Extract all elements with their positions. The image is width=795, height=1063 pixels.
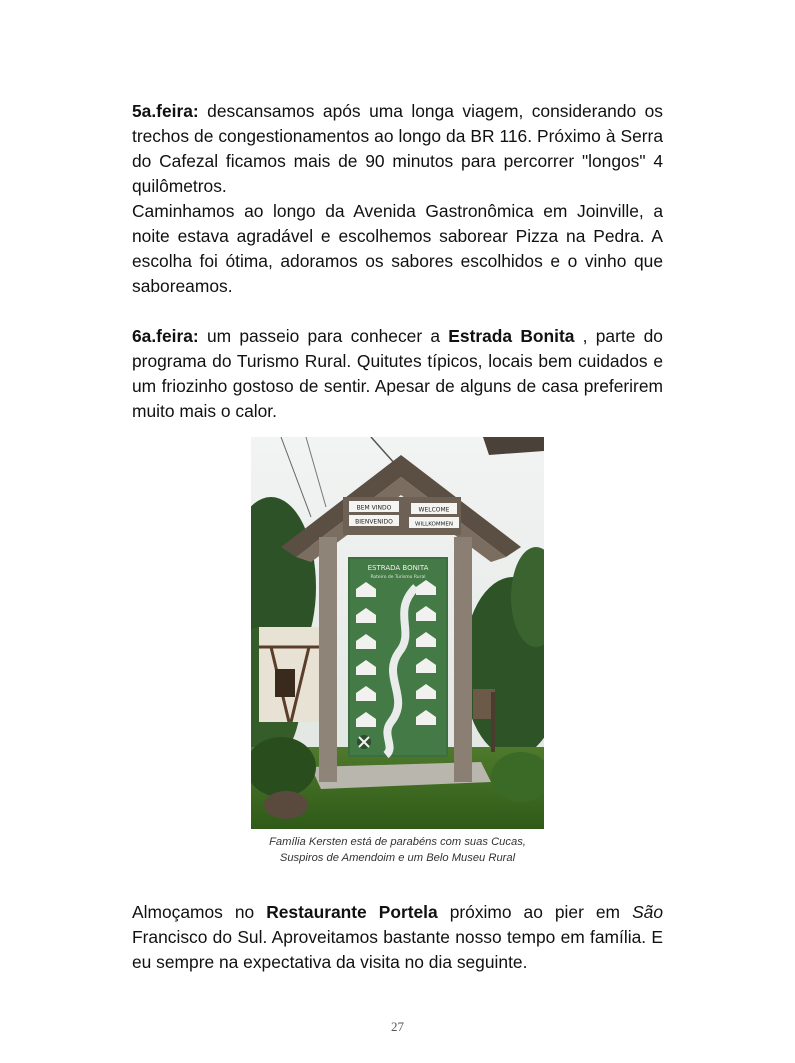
sao-italic: São [632, 902, 664, 922]
plaque-welcome: WELCOME [418, 506, 450, 514]
day-label-thursday: 5a.feira: [132, 101, 199, 121]
restaurant-name: Restaurante Portela [266, 902, 438, 922]
paragraph-lunch-text-c: Francisco do Sul. Aproveitamos bastante nosso tempo em família. E eu sempre na expectativa da visita no dia seguinte. [132, 927, 663, 972]
plaque-bienvenido: BIENVENIDO [355, 518, 393, 526]
sign-subtitle: Roteiro de Turismo Rural [370, 575, 426, 580]
paragraph-lunch-text-b: próximo ao pier em [437, 902, 633, 922]
paragraph-joinville-text: Caminhamos ao longo da Avenida Gastronômica em Joinville, a noite estava agradável e escolhemos saborear Pizza na Pedra. A escolha foi ótima, adoramos os sabores escolhidos e o vinho que saboreamos. [132, 201, 663, 296]
paragraph-friday-text-a: um passeio para conhecer a [198, 326, 449, 346]
caption-line-1: Família Kersten está de parabéns com suas Cucas, [269, 836, 526, 848]
estrada-bonita-photo [251, 437, 544, 829]
plaque-willkommen: WILLKOMMEN [415, 521, 453, 528]
paragraph-thursday-text: descansamos após uma longa viagem, considerando os trechos de congestionamentos ao longo da BR 116. Próximo à Serra do Cafezal ficamos mais de 90 minutos para percorrer "longos" 4 quilômetros. [132, 101, 663, 196]
paragraph-joinville [132, 199, 663, 299]
caption-line-2: Suspiros de Amendoim e um Belo Museu Rural [279, 852, 516, 864]
paragraph-lunch-text-a: Almoçamos no [132, 902, 267, 922]
estrada-bonita-label: Estrada Bonita [448, 326, 575, 346]
paragraph-thursday [132, 99, 663, 199]
paragraph-friday-text-b: , parte do programa do Turismo Rural. Quitutes típicos, locais bem cuidados e um friozinho gostoso de sentir. Apesar de alguns de casa preferirem muito mais o calor. [132, 326, 663, 421]
page-number: 27 [391, 1019, 404, 1034]
paragraph-friday [132, 324, 663, 424]
sign-title: ESTRADA BONITA [367, 564, 429, 572]
day-label-friday: 6a.feira: [132, 326, 199, 346]
photo-caption [230, 834, 565, 866]
plaque-bem-vindo: BEM VINDO [356, 504, 392, 512]
paragraph-lunch [132, 900, 663, 975]
